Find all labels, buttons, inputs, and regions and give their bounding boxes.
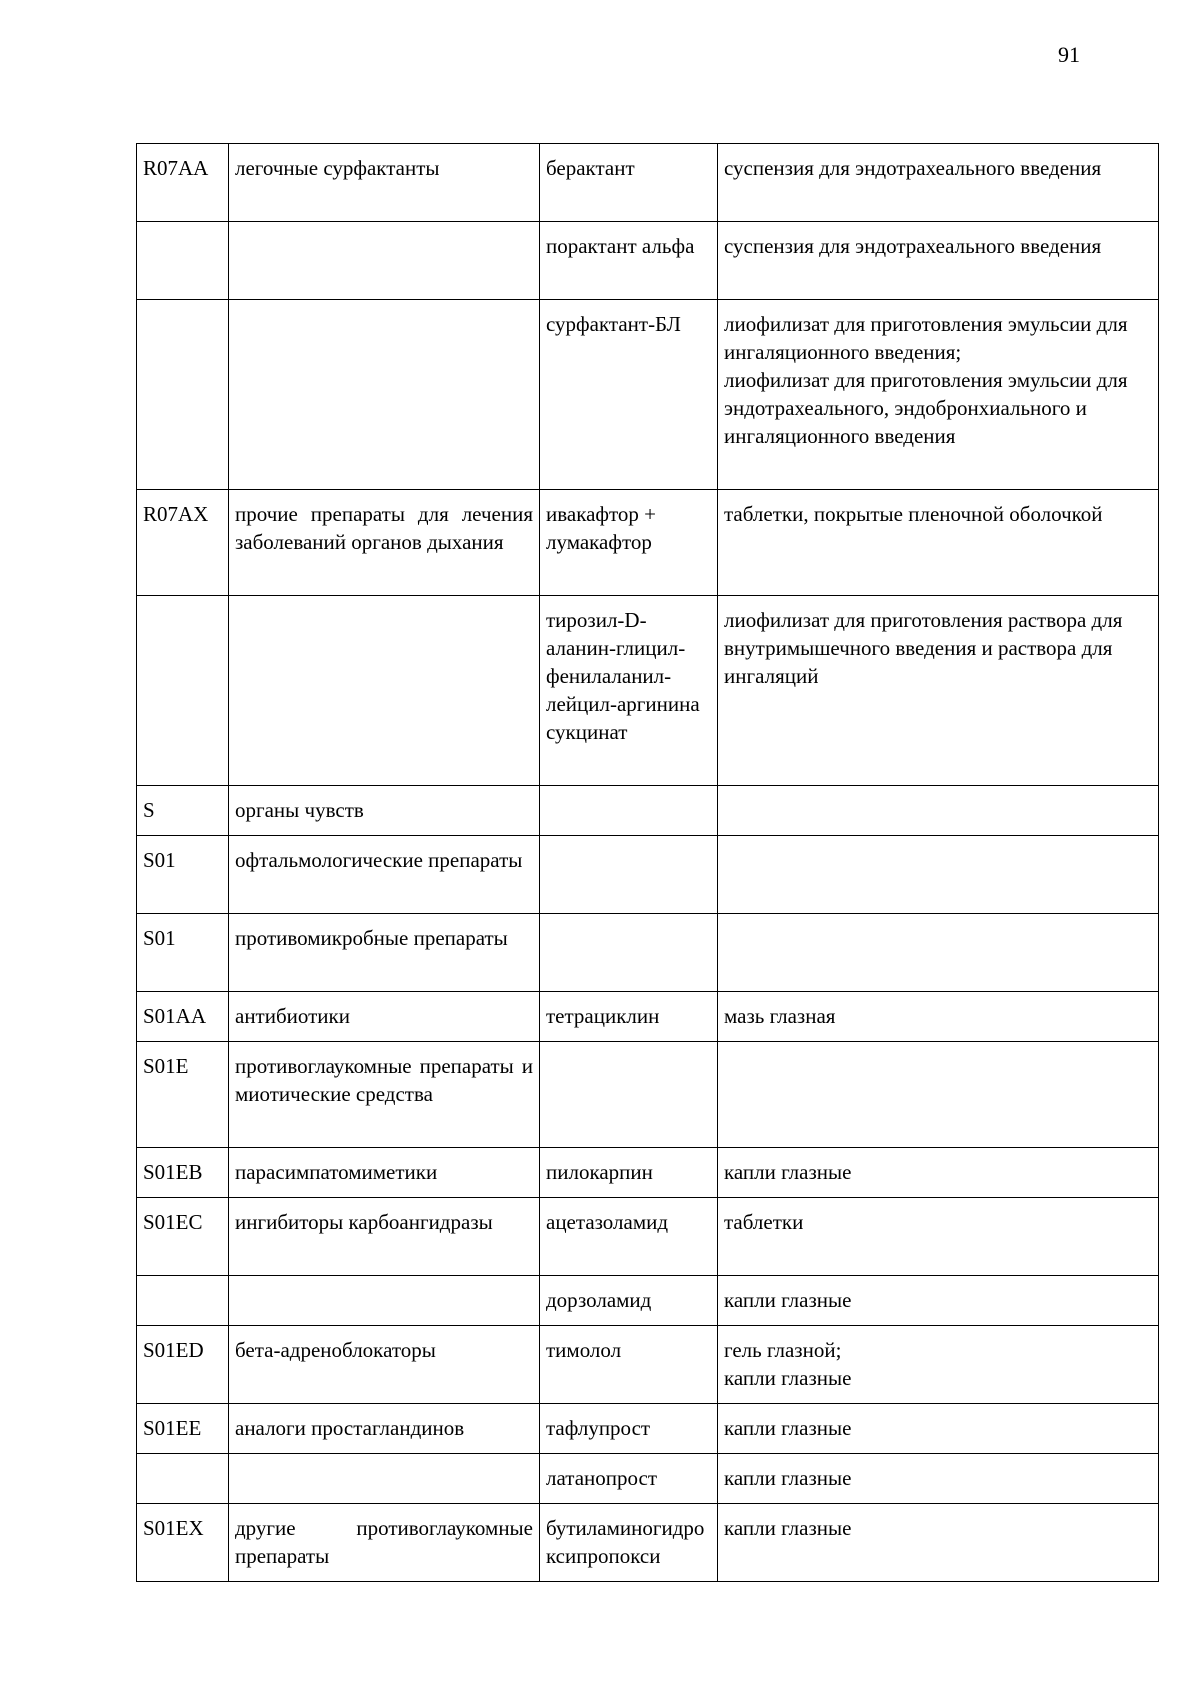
table-row [137, 300, 1159, 490]
table-row [137, 1454, 1159, 1504]
group-cell: антибиотики [229, 992, 540, 1042]
group-cell: другие противоглаукомные препараты [229, 1504, 540, 1582]
group-cell: офтальмологические препараты [229, 836, 540, 914]
table-row [137, 1198, 1159, 1276]
dosage-form-cell: капли глазные [718, 1276, 1159, 1326]
atc-code-cell: S01 [137, 836, 229, 914]
atc-code-cell [137, 596, 229, 786]
dosage-form-cell: мазь глазная [718, 992, 1159, 1042]
drug-name-cell: пилокарпин [540, 1148, 718, 1198]
drug-name-cell [540, 914, 718, 992]
dosage-form-cell: капли глазные [718, 1504, 1159, 1582]
dosage-form-cell: таблетки, покрытые пленочной оболочкой [718, 490, 1159, 596]
drug-table [136, 143, 1159, 1582]
drug-name-cell: порактант альфа [540, 222, 718, 300]
dosage-form-cell [718, 786, 1159, 836]
drug-name-cell: тафлупрост [540, 1404, 718, 1454]
dosage-form-cell: суспензия для эндотрахеального введения [718, 222, 1159, 300]
table-row [137, 836, 1159, 914]
drug-name-cell: берактант [540, 144, 718, 222]
group-cell: бета-адреноблокаторы [229, 1326, 540, 1404]
atc-code-cell: S01E [137, 1042, 229, 1148]
atc-code-cell: S01EC [137, 1198, 229, 1276]
group-cell [229, 1276, 540, 1326]
page-number: 91 [1058, 42, 1080, 67]
dosage-form-cell [718, 914, 1159, 992]
drug-name-cell: бутиламиногидроксипропокси [540, 1504, 718, 1582]
atc-code-cell: R07AX [137, 490, 229, 596]
group-cell [229, 222, 540, 300]
dosage-form-cell [718, 1042, 1159, 1148]
group-cell: органы чувств [229, 786, 540, 836]
drug-name-cell: ацетазоламид [540, 1198, 718, 1276]
group-cell: легочные сурфактанты [229, 144, 540, 222]
dosage-form-cell: лиофилизат для приготовления раствора для внутримышечного введения и раствора для ингаляций [718, 596, 1159, 786]
atc-code-cell: S [137, 786, 229, 836]
group-cell: прочие препараты для лечения заболеваний органов дыхания [229, 490, 540, 596]
atc-code-cell: R07AA [137, 144, 229, 222]
dosage-form-cell: гель глазной; капли глазные [718, 1326, 1159, 1404]
group-cell [229, 1454, 540, 1504]
drug-name-cell: ивакафтор + лумакафтор [540, 490, 718, 596]
table-row [137, 992, 1159, 1042]
atc-code-cell [137, 222, 229, 300]
table-row [137, 1326, 1159, 1404]
dosage-form-cell: капли глазные [718, 1148, 1159, 1198]
table-row [137, 1042, 1159, 1148]
table-row [137, 1148, 1159, 1198]
group-cell: парасимпатомиметики [229, 1148, 540, 1198]
group-cell [229, 300, 540, 490]
atc-code-cell: S01AA [137, 992, 229, 1042]
group-cell: ингибиторы карбоангидразы [229, 1198, 540, 1276]
table-row [137, 1276, 1159, 1326]
atc-code-cell: S01EB [137, 1148, 229, 1198]
atc-code-cell: S01EE [137, 1404, 229, 1454]
dosage-form-cell: лиофилизат для приготовления эмульсии для ингаляционного введения; лиофилизат для приготовления эмульсии для эндотрахеального, эндобронхиального и ингаляционного введения [718, 300, 1159, 490]
table-row [137, 596, 1159, 786]
dosage-form-cell: таблетки [718, 1198, 1159, 1276]
dosage-form-cell [718, 836, 1159, 914]
group-cell: противоглаукомные препараты и миотические средства [229, 1042, 540, 1148]
drug-name-cell [540, 786, 718, 836]
group-cell: аналоги простагландинов [229, 1404, 540, 1454]
table-row [137, 914, 1159, 992]
drug-name-cell [540, 1042, 718, 1148]
drug-name-cell: дорзоламид [540, 1276, 718, 1326]
atc-code-cell [137, 300, 229, 490]
dosage-form-cell: капли глазные [718, 1404, 1159, 1454]
table-row [137, 222, 1159, 300]
atc-code-cell [137, 1276, 229, 1326]
atc-code-cell: S01ED [137, 1326, 229, 1404]
atc-code-cell: S01EX [137, 1504, 229, 1582]
drug-name-cell: тетрациклин [540, 992, 718, 1042]
drug-name-cell: тимолол [540, 1326, 718, 1404]
group-cell [229, 596, 540, 786]
table-row [137, 490, 1159, 596]
drug-name-cell: сурфактант-БЛ [540, 300, 718, 490]
table-row [137, 1504, 1159, 1582]
table-row [137, 786, 1159, 836]
drug-name-cell: тирозил-D-аланин-глицил-фенилаланил-лейцил-аргинина сукцинат [540, 596, 718, 786]
table-row [137, 144, 1159, 222]
dosage-form-cell: капли глазные [718, 1454, 1159, 1504]
table-row [137, 1404, 1159, 1454]
drug-name-cell [540, 836, 718, 914]
drug-name-cell: латанопрост [540, 1454, 718, 1504]
dosage-form-cell: суспензия для эндотрахеального введения [718, 144, 1159, 222]
atc-code-cell: S01 [137, 914, 229, 992]
group-cell: противомикробные препараты [229, 914, 540, 992]
atc-code-cell [137, 1454, 229, 1504]
